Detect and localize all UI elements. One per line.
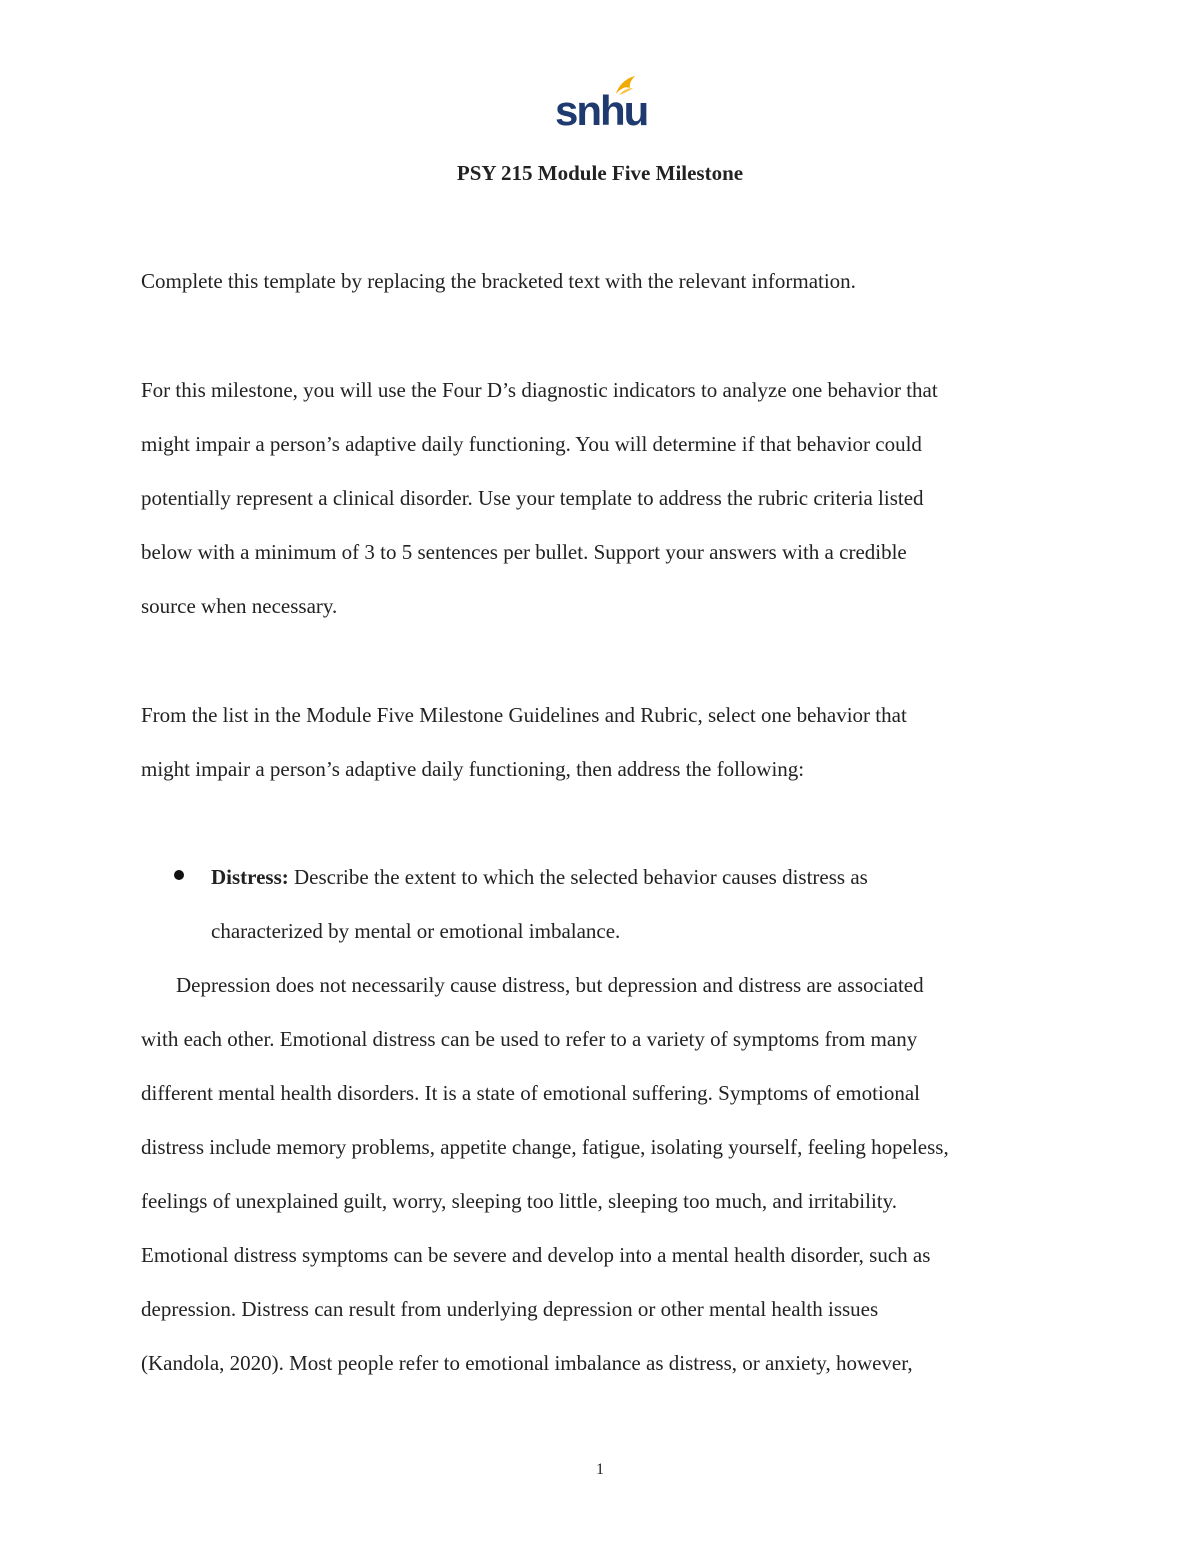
body-line: distress include memory problems, appetite change, fatigue, isolating yourself, feeling hopeless, xyxy=(141,1135,949,1159)
intro-line: potentially represent a clinical disorder. Use your template to address the rubric criteria listed xyxy=(141,486,924,510)
document-title: PSY 215 Module Five Milestone xyxy=(456,161,744,185)
page-number: 1 xyxy=(596,1461,604,1478)
logo-wordmark: snhu xyxy=(555,87,648,134)
snhu-logo xyxy=(555,74,648,134)
body-line: different mental health disorders. It is a state of emotional suffering. Symptoms of emotional xyxy=(141,1081,920,1105)
select-line: From the list in the Module Five Milestone Guidelines and Rubric, select one behavior that xyxy=(141,703,907,727)
bullet-item-distress xyxy=(211,863,868,891)
select-line: might impair a person’s adaptive daily functioning, then address the following: xyxy=(141,757,805,781)
bullet-text-continued: characterized by mental or emotional imbalance. xyxy=(211,919,621,943)
intro-line: might impair a person’s adaptive daily functioning. You will determine if that behavior could xyxy=(141,432,922,456)
instruction-text: Complete this template by replacing the bracketed text with the relevant information. xyxy=(141,269,856,293)
bullet-icon xyxy=(174,870,184,880)
body-line: Depression does not necessarily cause distress, but depression and distress are associated xyxy=(176,973,924,997)
body-line: feelings of unexplained guilt, worry, sleeping too little, sleeping too much, and irritability. xyxy=(141,1189,898,1213)
body-line: Emotional distress symptoms can be severe and develop into a mental health disorder, such as xyxy=(141,1243,931,1267)
intro-line: source when necessary. xyxy=(141,594,338,618)
bullet-label: Distress: xyxy=(211,865,289,889)
intro-line: For this milestone, you will use the Four D’s diagnostic indicators to analyze one behavior that xyxy=(141,378,938,402)
body-line: depression. Distress can result from underlying depression or other mental health issues xyxy=(141,1297,879,1321)
body-line: (Kandola, 2020). Most people refer to emotional imbalance as distress, or anxiety, however, xyxy=(141,1351,913,1375)
body-line: with each other. Emotional distress can be used to refer to a variety of symptoms from many xyxy=(141,1027,918,1051)
intro-line: below with a minimum of 3 to 5 sentences per bullet. Support your answers with a credible xyxy=(141,540,907,564)
bullet-text: Describe the extent to which the selected behavior causes distress as xyxy=(294,865,868,889)
